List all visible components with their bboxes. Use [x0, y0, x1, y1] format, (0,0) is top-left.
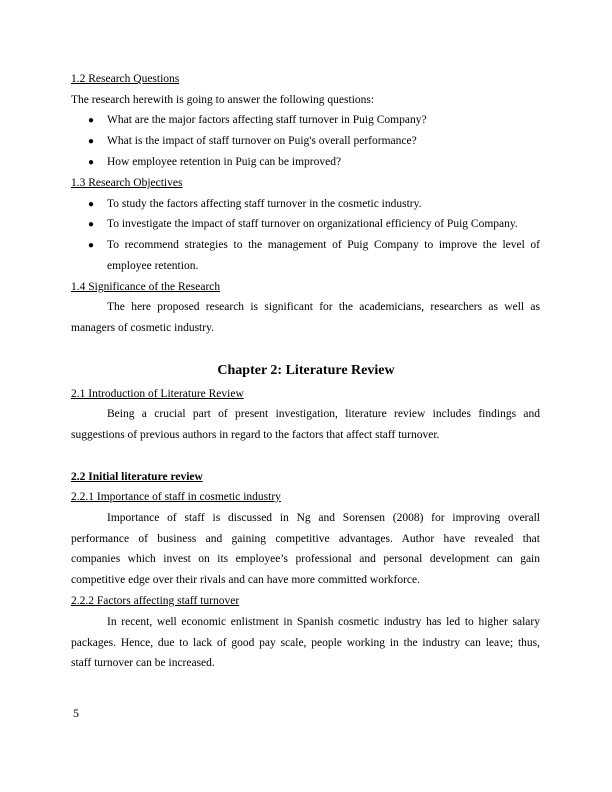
bullet-icon: ●: [88, 157, 95, 168]
paragraph-line: In recent, well economic enlistment in Spanish cosmetic industry has led to higher salary: [107, 616, 540, 628]
bullet-icon: ●: [88, 136, 95, 147]
bullet-icon: ●: [88, 219, 95, 230]
bullet-icon: ●: [88, 240, 95, 251]
section-heading-2-2: 2.2 Initial literature review: [71, 471, 203, 483]
list-item: To investigate the impact of staff turnover on organizational efficiency of Puig Company.: [107, 218, 518, 230]
paragraph-line: packages. Hence, due to lack of good pay scale, people working in the industry can leave; thus,: [71, 637, 540, 649]
paragraph-line: staff turnover can be increased.: [71, 657, 215, 669]
list-item-continuation: employee retention.: [107, 260, 199, 272]
section-heading-2-2-1: 2.2.1 Importance of staff in cosmetic industry: [71, 491, 281, 503]
list-item: How employee retention in Puig can be improved?: [107, 156, 342, 168]
paragraph-line: performance of business and gaining competitive advantages. Author have revealed that: [71, 533, 540, 545]
list-item: What is the impact of staff turnover on Puig's overall performance?: [107, 135, 417, 147]
section-heading-1-3: 1.3 Research Objectives: [71, 177, 183, 189]
section-heading-1-4: 1.4 Significance of the Research: [71, 281, 221, 293]
bullet-icon: ●: [88, 199, 95, 210]
paragraph-line: Importance of staff is discussed in Ng and Sorensen (2008) for improving overall: [107, 512, 540, 524]
list-item: To recommend strategies to the management of Puig Company to improve the level of: [107, 239, 540, 251]
paragraph-line: competitive edge over their rivals and can have more committed workforce.: [71, 574, 421, 586]
paragraph-line: Being a crucial part of present investigation, literature review includes findings and: [107, 408, 540, 420]
paragraph-line: companies which invest on its employee’s professional and personal development can gain: [71, 553, 540, 565]
page-number: 5: [73, 706, 79, 720]
list-item: To study the factors affecting staff turnover in the cosmetic industry.: [107, 198, 422, 210]
section-heading-1-2: 1.2 Research Questions: [71, 73, 180, 85]
section-heading-2-1: 2.1 Introduction of Literature Review: [71, 388, 244, 400]
paragraph-line: The here proposed research is significant for the academicians, researchers as well as: [107, 301, 540, 313]
paragraph-line: suggestions of previous authors in regard to the factors that affect staff turnover.: [71, 429, 440, 441]
paragraph-line: The research herewith is going to answer the following questions:: [71, 94, 375, 106]
bullet-icon: ●: [88, 115, 95, 126]
paragraph-line: managers of cosmetic industry.: [71, 322, 214, 334]
section-heading-2-2-2: 2.2.2 Factors affecting staff turnover: [71, 595, 240, 607]
chapter-title: Chapter 2: Literature Review: [217, 363, 395, 378]
list-item: What are the major factors affecting staff turnover in Puig Company?: [107, 114, 427, 126]
